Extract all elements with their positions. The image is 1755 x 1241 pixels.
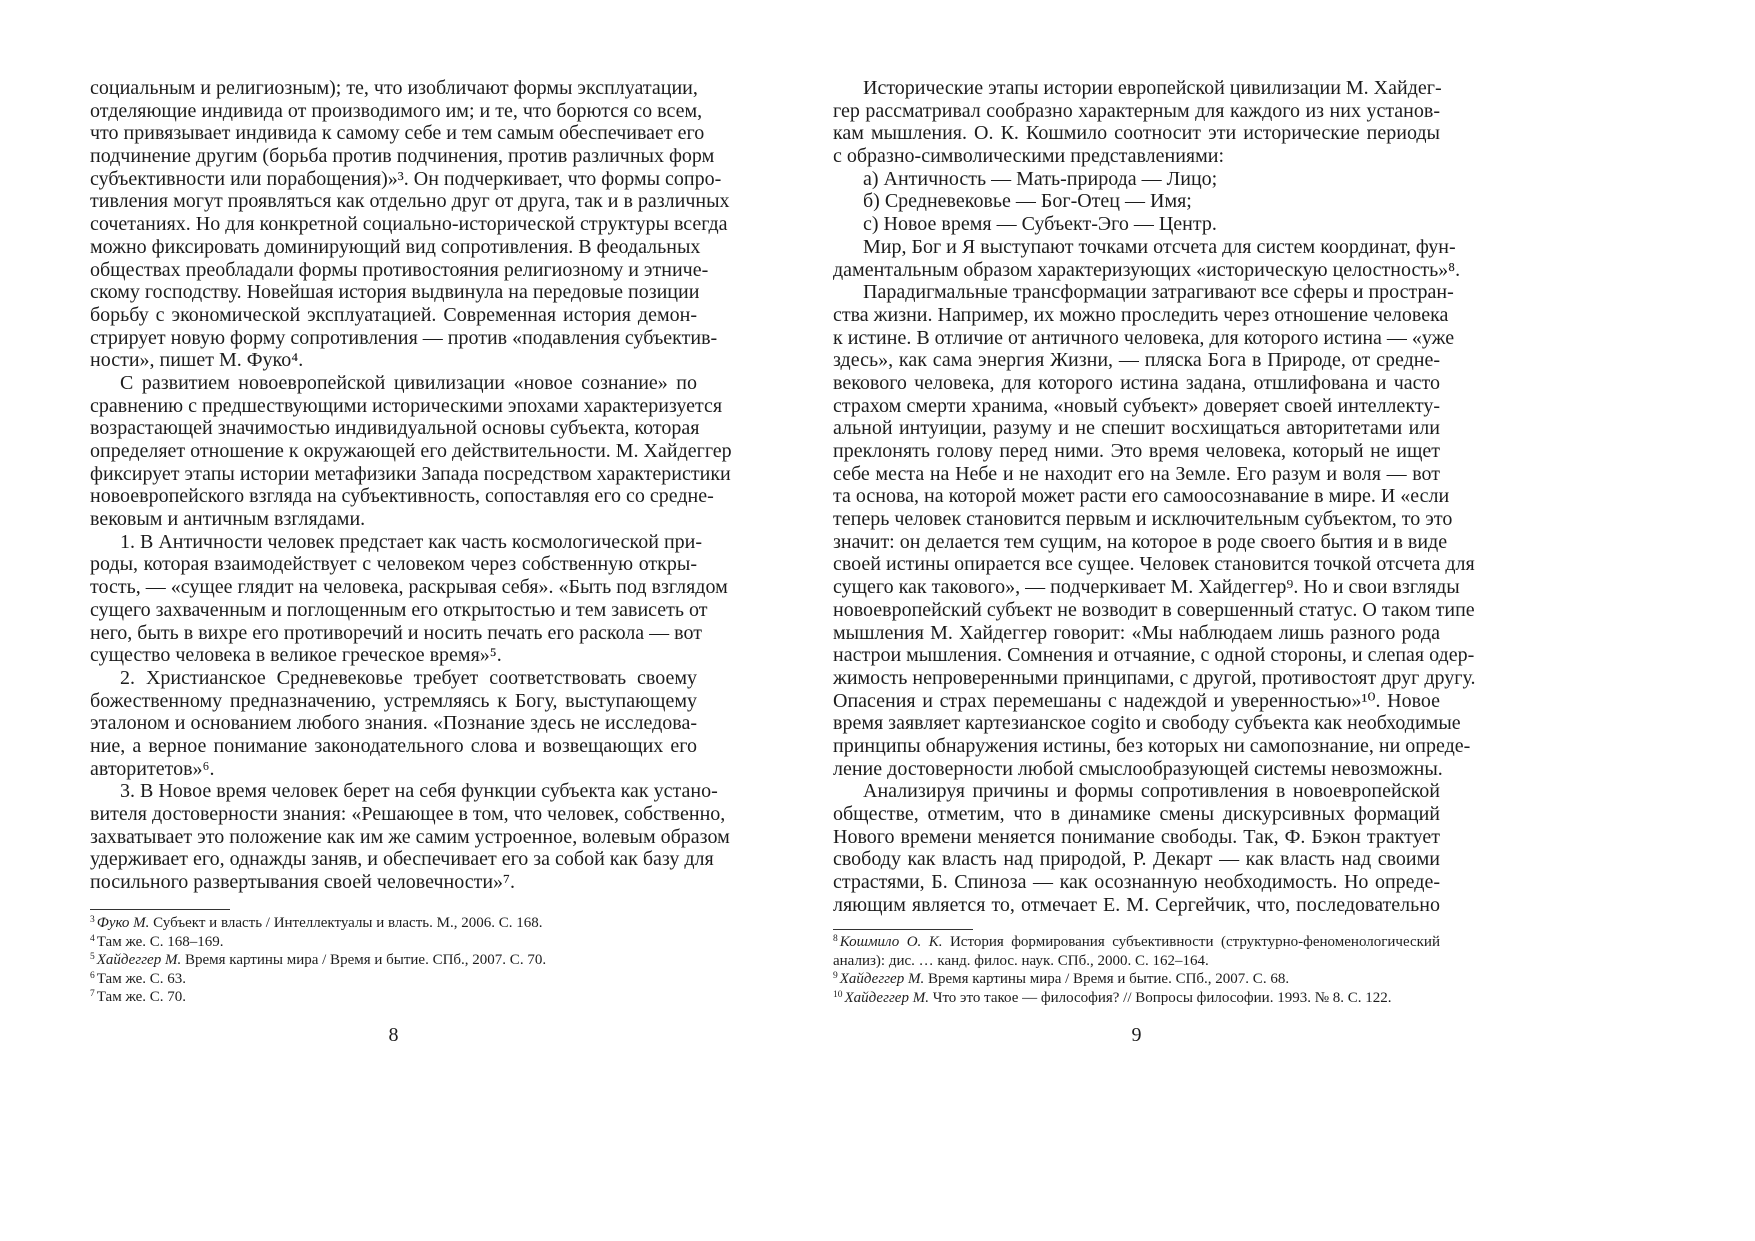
page-body-text bbox=[833, 77, 1476, 916]
footnote-separator bbox=[833, 929, 973, 930]
text-line: подчинение другим (борьба против подчинения, против различных форм bbox=[90, 145, 715, 168]
text-line: та основа, на которой может расти его самоосознавание в мире. И «если bbox=[833, 485, 1450, 508]
footnote-line bbox=[833, 989, 1440, 1008]
text-line: ляющим является то, отмечает Е. М. Сергейчик, что, последовательно bbox=[833, 893, 1440, 916]
footnote-text: Там же. С. 63. bbox=[96, 970, 187, 987]
footnote-mark: 6 bbox=[90, 970, 95, 981]
text-line: Нового времени меняется понимание свободы. Так, Ф. Бэкон трактует bbox=[833, 825, 1440, 848]
text-line: с образно-символическими представлениями: bbox=[833, 145, 1225, 168]
text-line: посильного развертывания своей человечности»⁷. bbox=[90, 871, 516, 894]
footnote bbox=[90, 970, 697, 989]
text-line: ние, а верное понимание законодательного слова и возвещающих его bbox=[90, 734, 697, 757]
text-line: 2. Христианское Средневековье требует соответствовать своему bbox=[120, 666, 697, 689]
footnote-mark: 10 bbox=[833, 989, 843, 1000]
text-line: удерживает его, однажды заняв, и обеспечивает его за собой как базу для bbox=[90, 848, 714, 871]
footnote bbox=[833, 970, 1440, 989]
text-line: б) Средневековье — Бог-Отец — Имя; bbox=[863, 190, 1192, 213]
text-line: эталоном и основанием любого знания. «Познание здесь не исследова- bbox=[90, 712, 697, 735]
paragraph bbox=[833, 168, 1440, 191]
text-line: тость, — «сущее глядит на человека, раскрывая себя». «Быть под взглядом bbox=[90, 576, 728, 599]
text-line: роды, которая взаимодействует с человеком через собственную откры- bbox=[90, 553, 697, 576]
footnote-separator bbox=[90, 909, 230, 910]
text-line: жимость непроверенными принципами, с другой, противостоят друг другу. bbox=[833, 666, 1476, 689]
footnote-text: Время картины мира / Время и бытие. СПб., 2007. С. 68. bbox=[927, 971, 1290, 988]
text-line: с) Новое время — Субъект-Эго — Центр. bbox=[863, 213, 1217, 236]
footnote bbox=[90, 914, 697, 933]
text-line: принципы обнаружения истины, без которых ни самопознание, ни опреде- bbox=[833, 734, 1471, 757]
footnote bbox=[90, 933, 697, 952]
text-line: обществе, отметим, что в динамике смены дискурсивных формаций bbox=[833, 803, 1440, 825]
text-line: 1. В Античности человек предстает как часть космологической при- bbox=[120, 530, 703, 553]
text-line: ление достоверности любой смыслообразующей системы невозможны. bbox=[833, 757, 1443, 780]
text-line: новоевропейского взгляда на субъективность, сопоставляя его со средне- bbox=[90, 485, 714, 508]
text-line: себе места на Небе и не находит его на Земле. Его разум и воля — вот bbox=[833, 462, 1440, 485]
text-line: божественному предназначению, устремляясь к Богу, выступающему bbox=[90, 689, 697, 712]
paragraph bbox=[90, 780, 730, 894]
text-line: время заявляет картезианское cogito и свободу субъекта как необходимые bbox=[833, 712, 1461, 735]
text-line: а) Античность — Мать-природа — Лицо; bbox=[863, 167, 1218, 190]
footnote-author: Хайдеггер М. bbox=[839, 971, 925, 988]
paragraph bbox=[833, 213, 1440, 236]
footnote-mark: 3 bbox=[90, 915, 95, 925]
paragraph bbox=[833, 235, 1461, 281]
text-line: кам мышления. О. К. Кошмило соотносит эти исторические периоды bbox=[833, 122, 1440, 145]
text-line: сочетаниях. Но для конкретной социально-исторической структуры всегда bbox=[90, 213, 728, 236]
paragraph bbox=[90, 530, 728, 667]
text-line: мышления М. Хайдеггер говорит: «Мы наблюдаем лишь разного рода bbox=[833, 621, 1440, 644]
text-line: фиксирует этапы истории метафизики Запада посредством характеристики bbox=[90, 462, 731, 485]
paragraph bbox=[90, 77, 730, 372]
text-line: тивления могут проявляться как отдельно друг от друга, так и в различных bbox=[90, 190, 730, 213]
text-line: стрирует новую форму сопротивления — против «подавления субъектив- bbox=[90, 326, 718, 349]
footnote-line bbox=[90, 933, 697, 952]
text-line: значит: он делается тем сущим, на которое в роде своего бытия и в виде bbox=[833, 530, 1448, 553]
text-line: обществах преобладали формы противостояния религиозному и этниче- bbox=[90, 258, 709, 281]
text-line: авторитетов»⁶. bbox=[90, 757, 215, 780]
text-line: С развитием новоевропейской цивилизации «новое сознание» по bbox=[120, 371, 697, 394]
footnote-line bbox=[833, 933, 1440, 952]
text-line: настрои мышления. Сомнения и отчаяние, с одной стороны, и слепая одер- bbox=[833, 644, 1475, 667]
footnotes bbox=[90, 914, 697, 1007]
text-line: борьбу с экономической эксплуатацией. Современная история демон- bbox=[90, 303, 697, 326]
text-line: сущего захваченным и поглощенным его открытостью и тем зависеть от bbox=[90, 598, 708, 621]
page-number: 8 bbox=[388, 1024, 399, 1046]
text-line: новоевропейский субъект не возводит в совершенный статус. О таком типе bbox=[833, 598, 1475, 621]
text-line: альной интуиции, разуму и не спешит восхищаться авторитетами или bbox=[833, 417, 1440, 440]
text-line: субъективности или порабощения)»³. Он подчеркивает, что формы сопро- bbox=[90, 167, 722, 190]
text-line: гер рассматривал сообразно характерным для каждого из них установ- bbox=[833, 99, 1440, 122]
page-number: 9 bbox=[1131, 1024, 1142, 1046]
text-line: ности», пишет М. Фуко⁴. bbox=[90, 349, 304, 372]
footnote-text: Что это такое — философия? // Вопросы философии. 1993. № 8. С. 122. bbox=[932, 989, 1392, 1006]
footnote-line bbox=[90, 970, 697, 989]
footnote-mark: 7 bbox=[90, 989, 95, 1000]
footnote-author: Хайдеггер М. bbox=[96, 952, 182, 969]
text-line: возрастающей значимостью индивидуальной основы субъекта, которая bbox=[90, 417, 700, 440]
text-line: него, быть в вихре его противоречий и носить печать его раскола — вот bbox=[90, 621, 702, 644]
text-line: ства жизни. Например, их можно проследить через отношение человека bbox=[833, 303, 1449, 326]
footnote bbox=[833, 933, 1440, 970]
text-line: теперь человек становится первым и исключительным субъектом, то это bbox=[833, 508, 1453, 531]
text-line: сущего как такового», — подчеркивает М. Хайдеггер⁹. Но и свои взгляды bbox=[833, 576, 1460, 599]
paragraph bbox=[833, 780, 1440, 916]
footnote-text: Время картины мира / Время и бытие. СПб., 2007. С. 70. bbox=[184, 952, 547, 969]
text-line: вителя достоверности знания: «Решающее в том, что человек, собственно, bbox=[90, 803, 726, 825]
footnote-line bbox=[833, 952, 1440, 971]
footnotes bbox=[833, 933, 1440, 1007]
text-line: социальным и религиозным); те, что изобличают формы эксплуатации, bbox=[90, 77, 698, 99]
text-line: Опасения и страх перемешаны с надеждой и уверенностью»¹⁰. Новое bbox=[833, 689, 1440, 712]
footnote-author: Кошмило О. К. bbox=[839, 934, 943, 950]
text-line: страстями, Б. Спиноза — как осознанную необходимость. Но опреде- bbox=[833, 871, 1440, 894]
text-line: 3. В Новое время человек берет на себя функции субъекта как устано- bbox=[120, 780, 718, 803]
footnote bbox=[90, 951, 697, 970]
footnote-text: Там же. С. 168–169. bbox=[96, 933, 224, 950]
footnote-text: Субъект и власть / Интеллектуалы и власть. М., 2006. С. 168. bbox=[153, 915, 543, 931]
text-line: что привязывает индивида к самому себе и тем самым обеспечивает его bbox=[90, 122, 705, 145]
footnote-line bbox=[90, 988, 697, 1007]
text-line: можно фиксировать доминирующий вид сопротивления. В феодальных bbox=[90, 235, 701, 258]
footnote bbox=[833, 989, 1440, 1008]
paragraph bbox=[90, 371, 732, 531]
text-line: Анализируя причины и формы сопротивления в новоевропейской bbox=[863, 780, 1440, 803]
text-line: сравнению с предшествующими историческими эпохами характеризуется bbox=[90, 394, 723, 417]
footnote-line bbox=[90, 951, 697, 970]
footnote-text: История формирования субъективности (структурно-феноменологический bbox=[949, 934, 1440, 950]
text-line: своей истины опирается все сущее. Человек становится точкой отсчета для bbox=[833, 553, 1475, 576]
text-line: Исторические этапы истории европейской цивилизации М. Хайдег- bbox=[863, 77, 1442, 99]
text-line: Парадигмальные трансформации затрагивают все сферы и простран- bbox=[863, 281, 1454, 304]
footnote-author: Хайдеггер М. bbox=[844, 989, 929, 1006]
footnote-mark: 9 bbox=[833, 971, 838, 982]
text-line: существо человека в великое греческое время»⁵. bbox=[90, 644, 502, 667]
footnote-text: Там же. С. 70. bbox=[96, 989, 187, 1006]
paragraph bbox=[833, 190, 1440, 213]
text-line: захватывает это положение как им же самим устроенное, волевым образом bbox=[90, 825, 730, 848]
footnote-line bbox=[90, 914, 697, 933]
text-line: свободу как власть над природой, Р. Декарт — как власть над своими bbox=[833, 848, 1440, 871]
text-line: векового человека, для которого истина задана, отшлифована и часто bbox=[833, 371, 1440, 394]
paragraph bbox=[833, 77, 1440, 168]
footnote bbox=[90, 988, 697, 1007]
footnote-author: Фуко М. bbox=[96, 915, 150, 931]
left-page bbox=[90, 0, 732, 1241]
text-line: к истине. В отличие от античного человека, для которого истина — «уже bbox=[833, 326, 1455, 349]
text-line: страхом смерти хранима, «новый субъект» доверяет своей интеллекту- bbox=[833, 394, 1440, 417]
footnote-mark: 8 bbox=[833, 934, 838, 944]
paragraph bbox=[90, 667, 697, 780]
text-line: вековым и античным взглядами. bbox=[90, 508, 366, 531]
footnote-mark: 5 bbox=[90, 952, 95, 963]
text-line: определяет отношение к окружающей его действительности. М. Хайдеггер bbox=[90, 440, 732, 462]
footnote-line bbox=[833, 970, 1440, 989]
text-line: Мир, Бог и Я выступают точками отсчета для систем координат, фун- bbox=[863, 235, 1456, 258]
paragraph bbox=[833, 281, 1476, 780]
footnote-text: анализ): дис. … канд. филос. наук. СПб., 2000. С. 162–164. bbox=[833, 952, 1209, 969]
page-body-text bbox=[90, 77, 732, 894]
text-line: скому господству. Новейшая история выдвинула на передовые позиции bbox=[90, 281, 700, 304]
text-line: здесь», как сама энергия Жизни, — пляска Бога в Природе, от средне- bbox=[833, 349, 1440, 372]
right-page bbox=[833, 0, 1476, 1241]
text-line: преклонять голову перед ними. Это время человека, который не ищет bbox=[833, 440, 1440, 462]
text-line: даментальным образом характеризующих «историческую целостность»⁸. bbox=[833, 258, 1461, 281]
footnote-mark: 4 bbox=[90, 933, 95, 944]
text-line: отделяющие индивида от производимого им; и те, что борются со всем, bbox=[90, 99, 703, 122]
